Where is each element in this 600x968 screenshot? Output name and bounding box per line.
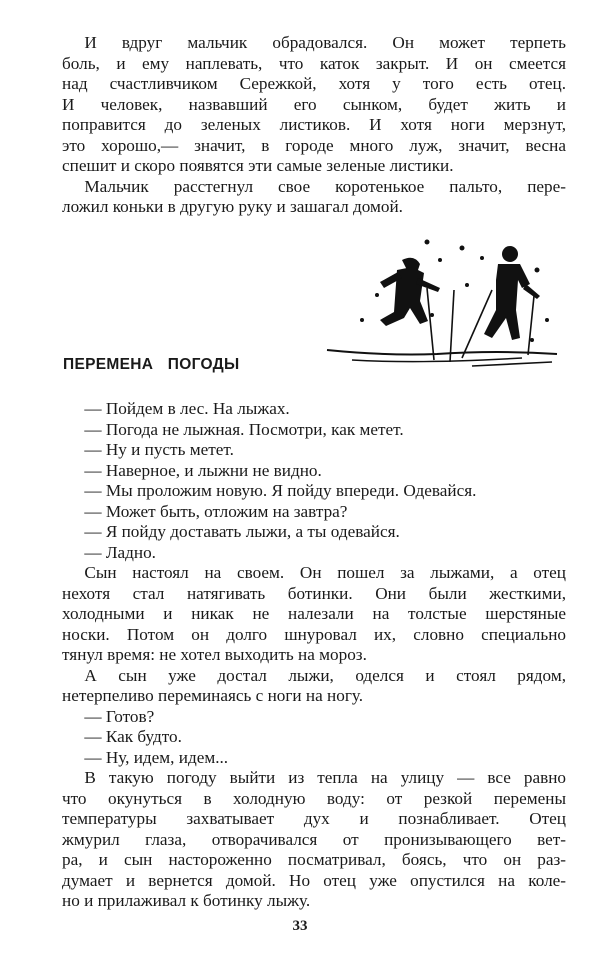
dialogue-and-narrative [62, 399, 566, 912]
text-line: температуры захватывает дух и познабливает. Отец [62, 809, 566, 828]
dialogue-line: — Как будто. [84, 727, 182, 746]
text-line: это хорошо,— значит, в городе много луж, значит, весна [62, 135, 566, 155]
text-line: И человек, назвавший его сынком, будет жить и [62, 94, 566, 114]
text-line: И вдруг мальчик обрадовался. Он может терпеть [84, 33, 566, 52]
text-line: ра, и сын настороженно посматривал, боясь, что он раз- [62, 850, 566, 869]
text-line: носки. Потом он долго шнуровал их, словно специально [62, 624, 566, 644]
text-line: думает и вернется домой. Но отец уже опустился на коле- [62, 870, 566, 890]
text-line: Сын настоял на своем. Он пошел за лыжами, а отец [84, 563, 566, 582]
text-line: но и прилаживал к ботинку лыжу. [62, 891, 311, 910]
dialogue-line: — Ну и пусть метет. [84, 440, 234, 459]
text-line: нетерпеливо переминаясь с ноги на ногу. [62, 686, 364, 705]
text-line: спешит и скоро появятся эти самые зеленые листики. [62, 156, 454, 175]
text-line: Мальчик расстегнул свое коротенькое пальто, пере- [84, 176, 566, 196]
text-line: тянул время: не хотел выходить на мороз. [62, 645, 367, 664]
dialogue-line: — Погода не лыжная. Посмотри, как метет. [84, 419, 404, 439]
text-line: А сын уже достал лыжи, оделся и стоял рядом, [84, 665, 566, 685]
text-line: холодными и никак не налезали на толстые шерстяные [62, 604, 566, 623]
text-line: жмурил глаза, отворачивался от пронизывающего вет- [62, 829, 566, 849]
dialogue-line: — Готов? [84, 706, 155, 726]
text-line: боль, и ему наплевать, что каток закрыт. И он смеется [62, 53, 566, 73]
dialogue-line: — Мы проложим новую. Я пойду впереди. Одевайся. [84, 481, 477, 500]
opening-paragraphs [62, 33, 566, 218]
text-line: ложил коньки в другую руку и зашагал домой. [62, 197, 403, 216]
dialogue-line: — Ладно. [84, 542, 156, 562]
dialogue-line: — Я пойду доставать лыжи, а ты одевайся. [84, 522, 400, 541]
text-line: В такую погоду выйти из тепла на улицу — все равно [84, 768, 566, 787]
text-line: поправится до зеленых листиков. И хотя ноги мерзнут, [62, 115, 566, 134]
dialogue-line: — Наверное, и лыжни не видно. [84, 460, 322, 480]
section-title: ПЕРЕМЕНА ПОГОДЫ [63, 356, 240, 373]
page-number: 33 [292, 918, 308, 934]
text-line: нехотя стал натягивать ботинки. Они были жесткими, [62, 583, 566, 603]
dialogue-line: — Ну, идем, идем... [84, 747, 229, 767]
dialogue-line: — Пойдем в лес. На лыжах. [84, 399, 290, 418]
skiers-illustration [322, 230, 567, 380]
text-line: что окунуться в холодную воду: от резкой перемены [62, 788, 566, 808]
dialogue-line: — Может быть, отложим на завтра? [84, 501, 348, 521]
text-line: над счастливчиком Сережкой, хотя у того есть отец. [62, 74, 566, 93]
